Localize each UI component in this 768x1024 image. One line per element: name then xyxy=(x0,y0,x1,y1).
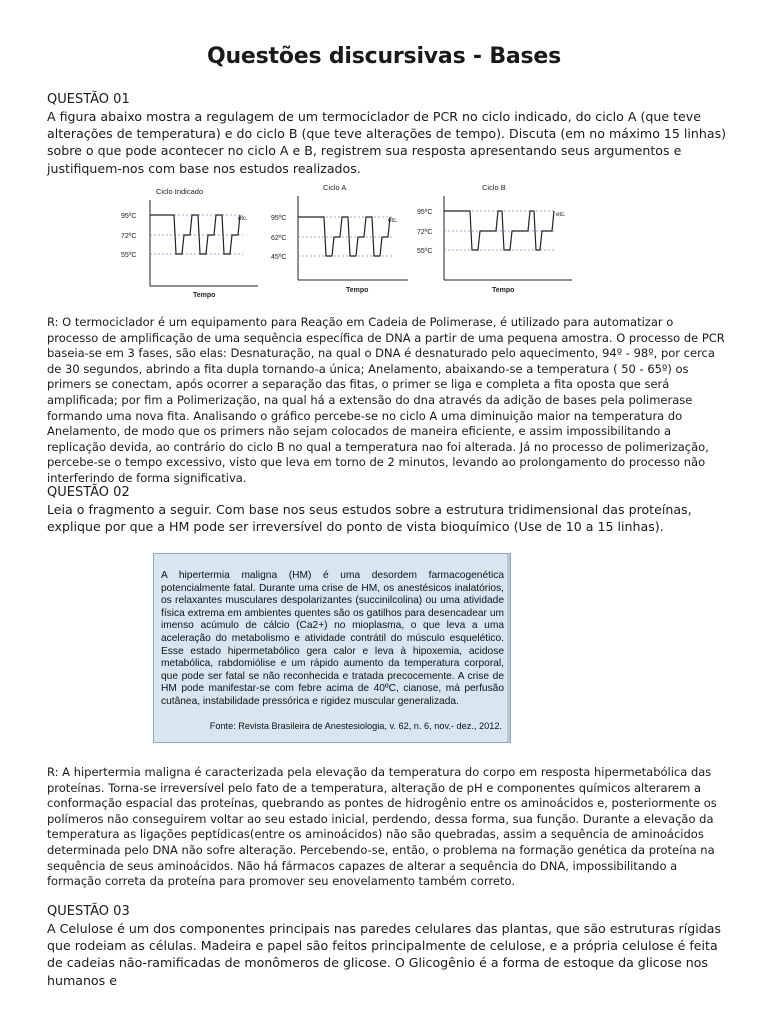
question-2-heading: QUESTÃO 02 xyxy=(47,485,130,500)
question-2-answer: R: A hipertermia maligna é caracterizada pela elevação da temperatura do corpo em resposta hipermetabólica das proteínas. Torna-se irreversível pelo fato de a temperatura, alteração de pH e componentes químicos alterarem a conformação espacial das proteínas, quebrando as pontes de hidrogênio entre os aminoácidos e, posteriormente os polímeros não conseguirem voltar ao seu estado inicial, perdendo, dessa forma, sua função. Durante a elevação da temperatura as ligações peptídicas(entre os aminoácidos) não são quebradas, assim a sequência de aminoácidos determinada pelo DNA não sofre alteração. Percebendo-se, então, o problema na formação genética da proteína na sequência de seus aminoácidos. Não há fármacos capazes de alterar a sequência do DNA, impossibilitando a formação correta da proteína para promover seu enovelamento também correto. xyxy=(47,765,717,889)
page-title: Questões discursivas - Bases xyxy=(206,44,562,69)
panel-1-label-2: 72ºC xyxy=(121,233,137,240)
panel-ciclo-indicado xyxy=(121,187,258,299)
quote-source: Fonte: Revista Brasileira de Anestesiologia, v. 62, n. 6, nov.- dez., 2012. xyxy=(209,721,502,732)
panel-ciclo-b xyxy=(417,184,572,294)
panel-1-title: Ciclo Indicado xyxy=(156,187,204,196)
panel-2-label-3: 45ºC xyxy=(271,254,287,261)
panel-2-title: Ciclo A xyxy=(323,184,347,192)
panel-3-title: Ciclo B xyxy=(482,184,506,192)
question-3-text: A Celulose é um dos componentes principais nas paredes celulares das plantas, que são estruturas rígidas que rodeiam as células. Madeira e papel são feitos principalmente de celulose, e a própria celulose é feita de cadeias não-ramificadas de monômeros de glicose. O Glicogênio é a forma de estoque da glicose nos humanos e xyxy=(47,921,721,988)
question-2-text: Leia o fragmento a seguir. Com base nos seus estudos sobre a estrutura tridimensional das proteínas, explique por que a HM pode ser irreversível do ponto de vista bioquímico (Use de 10 a 15 linhas). xyxy=(47,502,692,535)
panel-1-etc: etc. xyxy=(238,216,248,222)
quote-excerpt-box xyxy=(153,553,511,743)
quote-text: A hipertermia maligna (HM) é uma desordem farmacogenética potencialmente fatal. Durante uma crise de HM, os anestésicos inalatórios, os relaxantes musculares despolarizantes (succinilcolina) ou uma atividade física extrema em ambientes quentes são os gatilhos para desencadear um imenso acúmulo de cálcio (Ca2+) no mioplasma, o que leva a uma aceleração do metabolismo e atividade contrátil do músculo esquelético. Esse estado hipermetabólico gera calor e leva à hipoxemia, acidose metabólica, rabdomiólise e um rápido aumento da temperatura corporal, que pode ser fatal se não reconhecida e tratada precocemente. A crise de HM pode manifestar-se com febre acima de 40ºC, cianose, má perfusão cutânea, instabilidade pressórica e rigidez muscular generalizada. xyxy=(161,570,504,707)
panel-3-label-3: 55ºC xyxy=(417,248,433,255)
question-3-heading: QUESTÃO 03 xyxy=(47,904,130,919)
pcr-cycle-figure xyxy=(118,184,598,302)
question-1-answer: R: O termociclador é um equipamento para Reação em Cadeia de Polimerase, é utilizado para automatizar o processo de amplificação de uma sequência específica de DNA a partir de uma pequena amostra. O processo de PCR baseia-se em 3 fases, são elas: Desnaturação, na qual o DNA é desnaturado pelo aquecimento, 94º - 98º, por cerca de 30 segundos, abrindo a fita dupla tornando-a única; Anelamento, abaixando-se a temperatura ( 50 - 65º) os primers se conectam, após ocorrer a separação das fitas, o primer se liga e completa a fita oposta que será amplificada; por fim a Polimerização, na qual há a extensão do dna através da adição de bases pela polimerase formando uma nova fita. Analisando o gráfico percebe-se no ciclo A uma diminuição maior na temperatura do Anelamento, de modo que os primers não sejam colocados de maneira eficiente, e assim impossibilitando a replicação devida, ao contrário do ciclo B no qual a temperatura nao foi alterada. Já no processo de polimerização, percebe-se o tempo excessivo, visto que leva em torno de 2 minutos, levando ao prolongamento do processo não interferindo de forma significativa. xyxy=(47,315,725,485)
panel-1-label-3: 55ºC xyxy=(121,252,137,259)
question-1-heading: QUESTÃO 01 xyxy=(47,92,130,107)
panel-2-label-1: 95ºC xyxy=(271,215,287,222)
quote-box-edge xyxy=(507,554,510,742)
panel-3-label-2: 72ºC xyxy=(417,229,433,236)
panel-3-label-1: 95ºC xyxy=(417,209,433,216)
question-1-text: A figura abaixo mostra a regulagem de um termociclador de PCR no ciclo indicado, do ciclo A (que teve alterações de temperatura) e do ciclo B (que teve alterações de tempo). Discuta (em no máximo 15 linhas) sobre o que pode acontecer no ciclo A e B, registrem sua resposta apresentando seus argumentos e justifiquem-nos com base nos estudos realizados. xyxy=(47,109,727,176)
panel-1-label-1: 95ºC xyxy=(121,213,137,220)
panel-2-etc: etc. xyxy=(388,218,398,224)
panel-ciclo-a xyxy=(271,184,408,294)
panel-2-xlabel: Tempo xyxy=(346,287,369,294)
panel-2-label-2: 62ºC xyxy=(271,235,287,242)
panel-3-xlabel: Tempo xyxy=(492,287,515,294)
panel-1-xlabel: Tempo xyxy=(193,292,216,299)
panel-3-etc: etc. xyxy=(556,212,566,218)
